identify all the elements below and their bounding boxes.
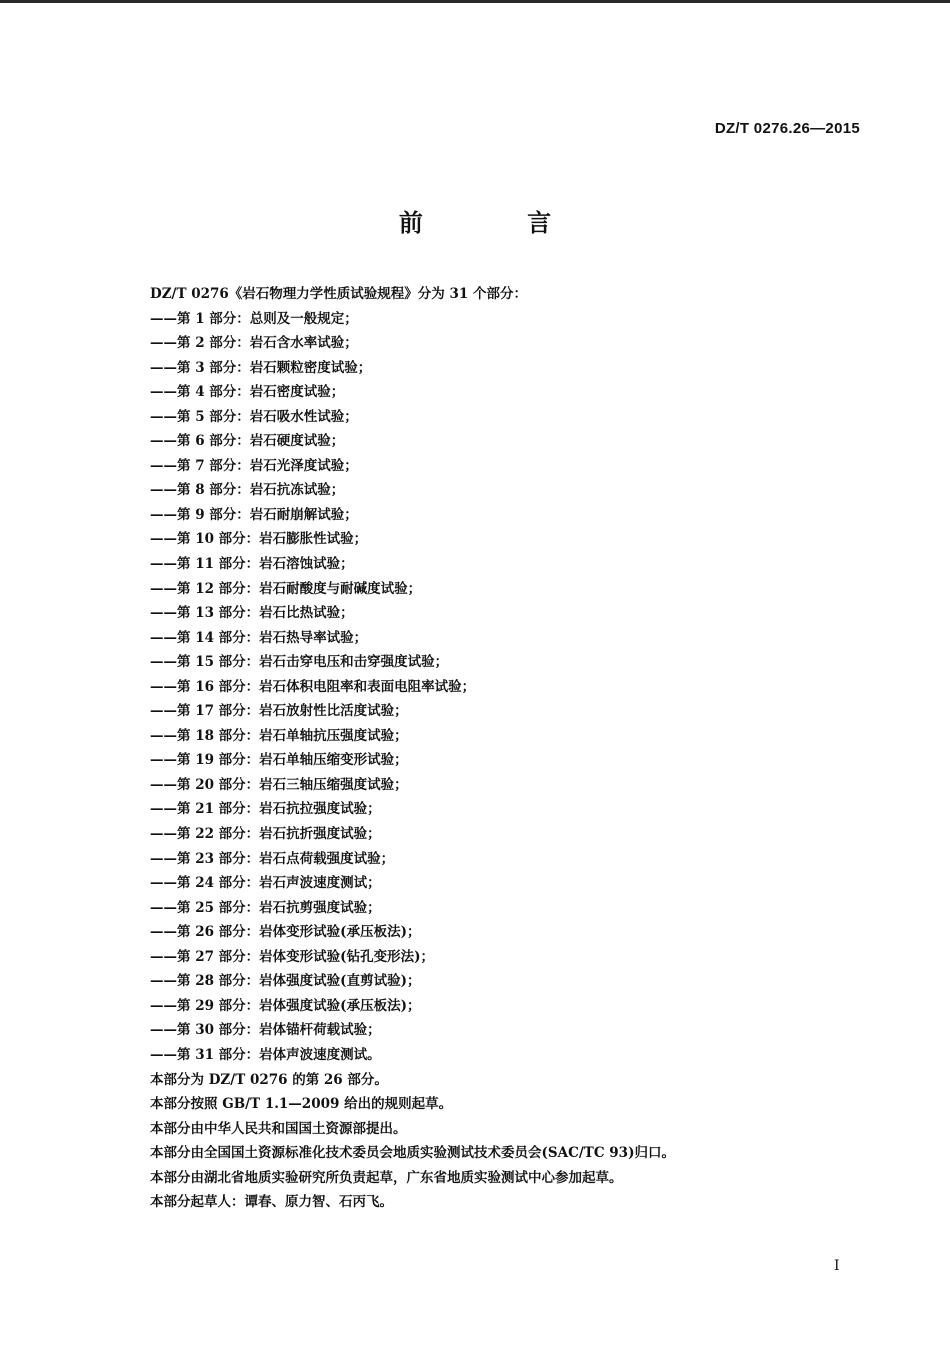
foreword-body (150, 282, 850, 1215)
list-item: ——第 16 部分：岩石体积电阻率和表面电阻率试验； (150, 678, 476, 695)
list-item: ——第 6 部分：岩石硬度试验； (150, 433, 345, 450)
list-item: ——第 24 部分：岩石声波速度测试； (150, 875, 381, 892)
page-number: I (834, 1258, 840, 1274)
list-item: ——第 1 部分：总则及一般规定； (150, 310, 358, 327)
list-item: ——第 10 部分：岩石膨胀性试验； (150, 531, 368, 548)
list-item: ——第 4 部分：岩石密度试验； (150, 384, 345, 401)
list-item: ——第 15 部分：岩石击穿电压和击穿强度试验； (150, 654, 449, 671)
list-item: ——第 12 部分：岩石耐酸度与耐碱度试验； (150, 580, 422, 597)
statement-paragraph: 本部分由全国国土资源标准化技术委员会地质实验测试技术委员会(SAC/TC 93)归口。 (150, 1145, 675, 1162)
list-item: ——第 7 部分：岩石光泽度试验； (150, 457, 358, 474)
list-item: ——第 30 部分：岩体锚杆荷载试验； (150, 1022, 381, 1039)
page-title: 前 言 (398, 209, 600, 237)
list-item: ——第 8 部分：岩石抗冻试验； (150, 482, 345, 499)
list-item: ——第 2 部分：岩石含水率试验； (150, 335, 358, 352)
list-item: ——第 31 部分：岩体声波速度测试。 (150, 1046, 381, 1063)
list-item: ——第 13 部分：岩石比热试验； (150, 605, 354, 622)
list-item: ——第 9 部分：岩石耐崩解试验； (150, 506, 358, 523)
list-item: ——第 17 部分：岩石放射性比活度试验； (150, 703, 408, 720)
statements (150, 1068, 850, 1215)
document-code: DZ/T 0276.26—2015 (714, 120, 860, 137)
parts-list (150, 307, 850, 1068)
intro-paragraph: DZ/T 0276《岩石物理力学性质试验规程》分为 31 个部分： (150, 286, 527, 302)
list-item: ——第 23 部分：岩石点荷载强度试验； (150, 850, 395, 867)
statement-paragraph: 本部分由中华人民共和国国土资源部提出。 (150, 1120, 407, 1137)
list-item: ——第 29 部分：岩体强度试验(承压板法)； (150, 997, 421, 1014)
statement-paragraph: 本部分由湖北省地质实验研究所负责起草，广东省地质实验测试中心参加起草。 (150, 1169, 623, 1186)
list-item: ——第 5 部分：岩石吸水性试验； (150, 408, 358, 425)
list-item: ——第 20 部分：岩石三轴压缩强度试验； (150, 776, 408, 793)
list-item: ——第 19 部分：岩石单轴压缩变形试验； (150, 752, 408, 769)
top-border-rule (0, 0, 950, 3)
list-item: ——第 21 部分：岩石抗拉强度试验； (150, 801, 381, 818)
list-item: ——第 27 部分：岩体变形试验(钻孔变形法)； (150, 948, 434, 965)
statement-paragraph: 本部分按照 GB/T 1.1—2009 给出的规则起草。 (150, 1096, 453, 1113)
list-item: ——第 14 部分：岩石热导率试验； (150, 629, 368, 646)
list-item: ——第 25 部分：岩石抗剪强度试验； (150, 899, 381, 916)
statement-paragraph: 本部分为 DZ/T 0276 的第 26 部分。 (150, 1071, 388, 1088)
list-item: ——第 22 部分：岩石抗折强度试验； (150, 826, 381, 843)
list-item: ——第 28 部分：岩体强度试验(直剪试验)； (150, 973, 421, 990)
list-item: ——第 3 部分：岩石颗粒密度试验； (150, 359, 372, 376)
list-item: ——第 26 部分：岩体变形试验(承压板法)； (150, 924, 421, 941)
list-item: ——第 18 部分：岩石单轴抗压强度试验； (150, 727, 408, 744)
list-item: ——第 11 部分：岩石溶蚀试验； (150, 556, 354, 573)
statement-paragraph: 本部分起草人：谭春、原力智、石丙飞。 (150, 1194, 393, 1211)
